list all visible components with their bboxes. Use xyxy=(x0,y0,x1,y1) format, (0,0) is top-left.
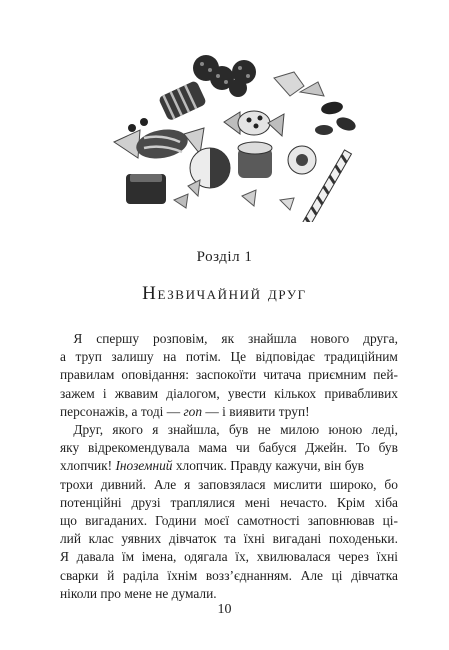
text-line: а труп залишу на потім. Це відповідає традиційним xyxy=(60,349,398,365)
text-line: лий клас уявних дівчаток та їхні вигадані походеньки. xyxy=(60,531,398,547)
chapter-label: Розділ 1 xyxy=(196,249,253,265)
text-line: ніколи про мене не думали. xyxy=(60,585,217,601)
paragraph xyxy=(60,330,398,421)
text-line: Я спершу розповім, як знайшла нового друга, xyxy=(60,331,398,346)
text-line: хлопчик! Іноземний хлопчик. Правду кажучи, він був xyxy=(60,457,398,475)
text-line: потенційні друзі траплялися мені нечасто. Крім хіба xyxy=(60,494,398,510)
candy-illustration xyxy=(104,50,364,222)
body-text xyxy=(60,330,398,603)
text-line: трохи дивний. Але я заповзялася мислити широко, бо xyxy=(60,476,398,492)
text-line: персонажів, а тоді — гоп — і виявити труп! xyxy=(60,403,398,421)
emphasis: гоп xyxy=(183,403,203,419)
chapter-title: Незвичайний друг xyxy=(142,283,307,304)
text-line: Я давала їм імена, одягала їх, хвилювалася через їхні xyxy=(60,549,398,565)
text-line: сварки й раділа їхнім возз’єднанням. Але ці дівчатка xyxy=(60,567,398,583)
emphasis: Іноземний xyxy=(115,458,173,474)
text-line: яку відрекомендувала мама чи бабуся Джейн. То був xyxy=(60,440,398,456)
text-line: Друг, якого я знайшла, був не милою юною леді, xyxy=(60,422,398,438)
paragraph xyxy=(60,421,398,603)
text-line: зажем і жвавим діалогом, увести кількох привабливих xyxy=(60,385,398,401)
text-line: правилам оповідання: заспокоїти читача приємним пей- xyxy=(60,367,398,383)
page-number: 10 xyxy=(217,602,232,617)
text-line: що вигаданих. Години моєї самотності заповнював ці- xyxy=(60,513,398,529)
